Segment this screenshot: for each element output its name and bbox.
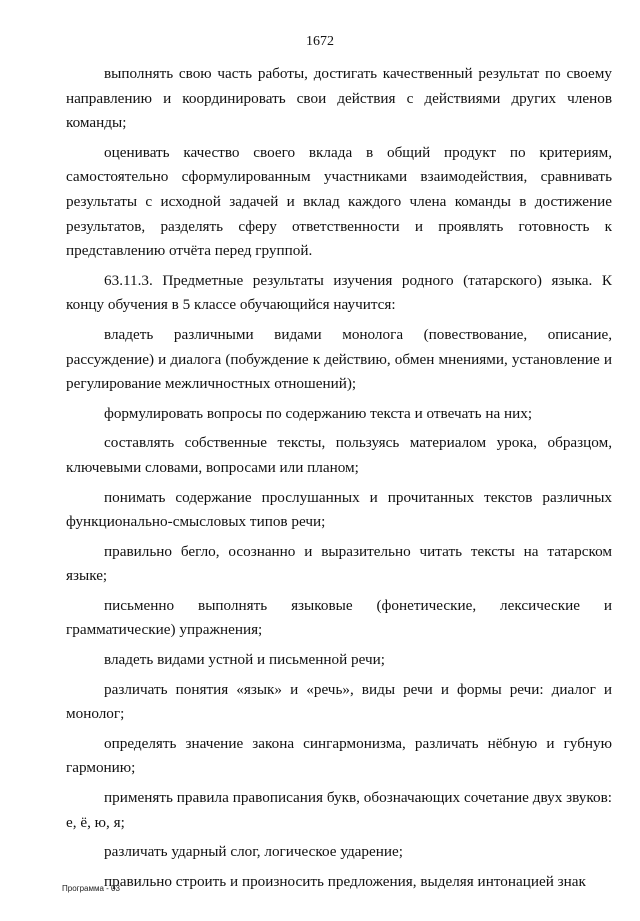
paragraph-self-evaluation: оценивать качество своего вклада в общий продукт по критериям, самостоятельно сформулированным участниками взаимодействия, сравнивать результаты с исходной задачей и вклад каждого члена команды в достижение результатов, разделять сферу ответственности и проявлять готовность к представлению отчёта перед группой. bbox=[66, 143, 612, 260]
paragraph-compose-texts: составлять собственные тексты, пользуясь материалом урока, образцом, ключевыми словами, вопросами или планом; bbox=[66, 434, 612, 476]
paragraph-monologue-dialogue: владеть различными видами монолога (повествование, описание, рассуждение) и диалога (побуждение к действию, обмен мнениями, установление и регулирование межличностных отношений); bbox=[66, 325, 612, 393]
paragraph-understand-texts: понимать содержание прослушанных и прочитанных текстов различных функционально-смысловых типов речи; bbox=[66, 488, 612, 531]
paragraph-intonation: правильно строить и произносить предложения, выделяя интонацией знак bbox=[104, 872, 586, 890]
paragraph-synharmonism: определять значение закона сингармонизма, различать нёбную и губную гармонию; bbox=[66, 734, 612, 777]
paragraph-exercises: письменно выполнять языковые (фонетические, лексические и грамматические) упражнения; bbox=[66, 596, 612, 639]
paragraph-spelling-rules: применять правила правописания букв, обозначающих сочетание двух звуков: е, ё, ю, я; bbox=[66, 789, 612, 831]
paragraph-read-texts: правильно бегло, осознанно и выразительно читать тексты на татарском языке; bbox=[66, 542, 612, 585]
section-heading-subject-results: 63.11.3. Предметные результаты изучения родного (татарского) языка. К концу обучения в 5 классе обучающийся научится: bbox=[66, 271, 612, 314]
document-body bbox=[66, 62, 612, 897]
paragraph-team-work: выполнять свою часть работы, достигать качественный результат по своему направлению и координировать свои действия с действиями других членов команды; bbox=[66, 65, 612, 132]
paragraph-speech-types: владеть видами устной и письменной речи; bbox=[104, 651, 385, 669]
page-footer: Программа - 03 bbox=[62, 884, 120, 893]
paragraph-questions: формулировать вопросы по содержанию текста и отвечать на них; bbox=[104, 404, 533, 422]
page-number: 1672 bbox=[306, 34, 334, 49]
paragraph-stress: различать ударный слог, логическое ударение; bbox=[104, 843, 403, 861]
paragraph-language-speech: различать понятия «язык» и «речь», виды речи и формы речи: диалог и монолог; bbox=[66, 680, 612, 723]
